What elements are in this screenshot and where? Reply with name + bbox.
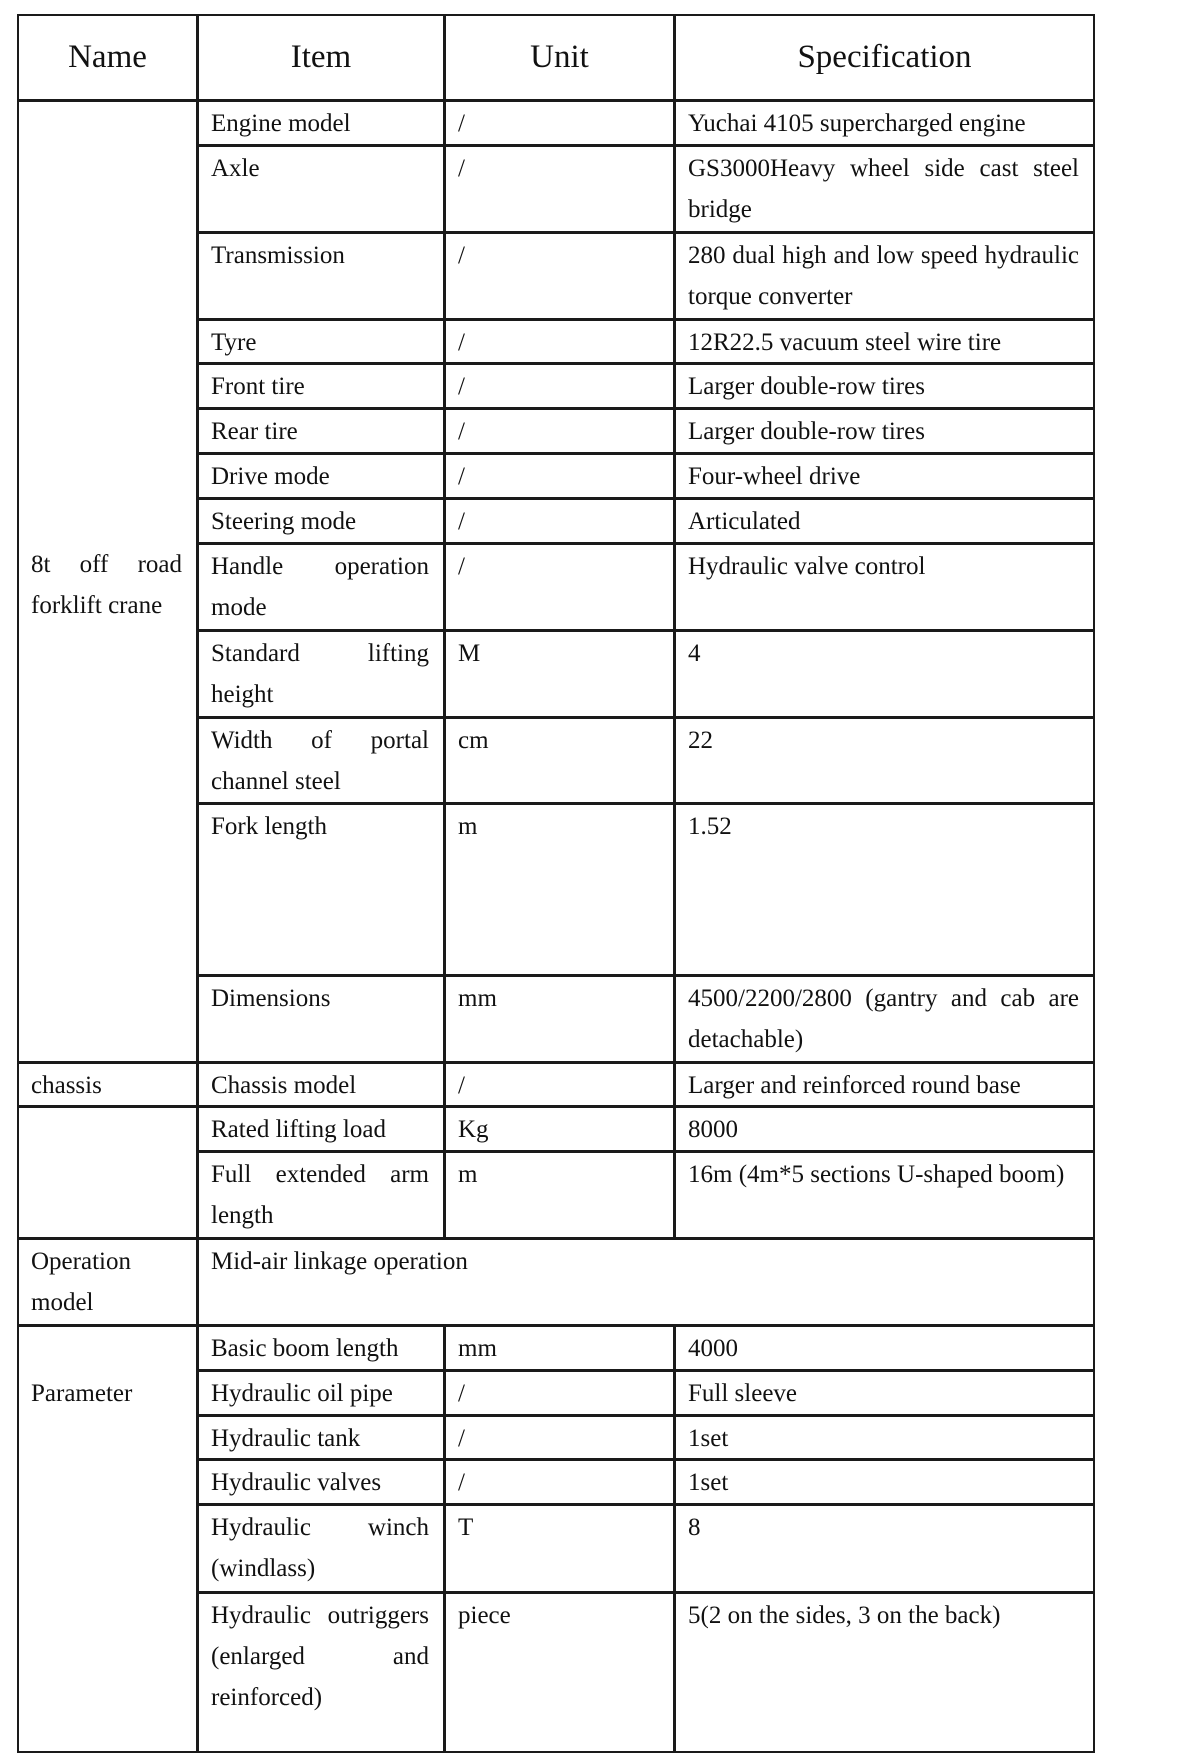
table-row-spec (674, 975, 1095, 1063)
header-item-label: Item (290, 39, 352, 75)
table-row-spec (674, 543, 1095, 631)
table-row-spec (674, 1504, 1095, 1593)
spec-text: 1set (688, 1425, 729, 1452)
table-row-spec (674, 1106, 1095, 1152)
table-row-unit (444, 543, 675, 631)
table-row-item (197, 803, 445, 976)
group-name-forklift-crane (17, 100, 198, 1063)
table-row-spec (674, 363, 1095, 409)
table-row-item (197, 543, 445, 631)
table-row-spec (674, 717, 1095, 804)
table-row-item (197, 1106, 445, 1152)
table-row-unit (444, 1151, 675, 1239)
table-row-unit (444, 1370, 675, 1416)
table-row-item (197, 453, 445, 499)
table-row-item (197, 498, 445, 544)
unit-text: / (458, 418, 465, 445)
spec-text: 1.52 (688, 813, 732, 840)
table-row-unit (444, 363, 675, 409)
table-row-unit (444, 630, 675, 718)
item-text: Axle (211, 155, 260, 182)
spec-text: 280 dual high and low speed hydraulic torque converter (688, 242, 1079, 310)
table-row-item (197, 100, 445, 146)
merged-value-text: Mid-air linkage operation (211, 1248, 468, 1275)
table-row-unit (444, 453, 675, 499)
unit-text: / (458, 155, 465, 182)
spec-text: 8 (688, 1514, 701, 1541)
item-text: Hydraulic valves (211, 1469, 382, 1496)
table-row-unit (444, 1106, 675, 1152)
table-row-item (197, 319, 445, 364)
spec-text: Larger double-row tires (688, 418, 925, 445)
spec-text: 8000 (688, 1116, 738, 1143)
table-row-unit (444, 145, 675, 233)
item-text: Front tire (211, 373, 305, 400)
unit-text: / (458, 329, 465, 356)
item-text: Hydraulic outriggers (enlarged and reinforced) (211, 1602, 429, 1711)
spec-text: 4000 (688, 1335, 738, 1362)
header-unit (444, 14, 675, 101)
group-name-empty (17, 1106, 198, 1239)
unit-text: / (458, 110, 465, 137)
item-text: Tyre (211, 329, 257, 356)
unit-text: / (458, 1425, 465, 1452)
spec-text: 16m (4m*5 sections U-shaped boom) (688, 1161, 1065, 1188)
unit-text: / (458, 463, 465, 490)
table-row-item (197, 408, 445, 454)
table-row-item (197, 1415, 445, 1460)
table-row-spec (674, 1459, 1095, 1505)
unit-text: M (458, 640, 481, 667)
unit-text: / (458, 242, 465, 269)
table-row-item (197, 1504, 445, 1593)
item-text: Fork length (211, 813, 327, 840)
spec-text: Four-wheel drive (688, 463, 861, 490)
spec-text: 5(2 on the sides, 3 on the back) (688, 1602, 1001, 1629)
header-name (17, 14, 198, 101)
item-text: Handle operation mode (211, 553, 429, 621)
table-row-item (197, 1459, 445, 1505)
group-name: chassis (31, 1072, 102, 1099)
table-row-unit (444, 1062, 675, 1107)
spec-text: 4 (688, 640, 701, 667)
item-text: Steering mode (211, 508, 357, 535)
table-row-unit (444, 1459, 675, 1505)
table-row-spec (674, 498, 1095, 544)
table-row-spec (674, 1370, 1095, 1416)
spec-text: Yuchai 4105 supercharged engine (688, 110, 1026, 137)
operation-model-value (197, 1238, 1095, 1326)
spec-text: 1set (688, 1469, 729, 1496)
table-row-item (197, 232, 445, 320)
table-row-item (197, 975, 445, 1063)
item-text: Rated lifting load (211, 1116, 386, 1143)
table-row-unit (444, 498, 675, 544)
unit-text: / (458, 1380, 465, 1407)
table-row-spec (674, 803, 1095, 976)
spec-text: 22 (688, 727, 713, 754)
spec-text: 4500/2200/2800 (gantry and cab are detachable) (688, 985, 1079, 1053)
header-unit-label: Unit (530, 39, 589, 75)
table-row-spec (674, 232, 1095, 320)
unit-text: T (458, 1514, 474, 1541)
group-name: Parameter (31, 1380, 133, 1407)
header-name-label: Name (68, 39, 147, 75)
table-row-item (197, 145, 445, 233)
table-row-spec (674, 145, 1095, 233)
item-text: Rear tire (211, 418, 298, 445)
header-specification (674, 14, 1095, 101)
group-name-chassis (17, 1062, 198, 1107)
item-text: Chassis model (211, 1072, 357, 1099)
table-row-item (197, 717, 445, 804)
unit-text: Kg (458, 1116, 489, 1143)
table-row-item (197, 1062, 445, 1107)
table-row-unit (444, 717, 675, 804)
item-text: Standard lifting height (211, 640, 429, 708)
header-spec-label: Specification (797, 39, 972, 75)
unit-text: m (458, 1161, 478, 1188)
table-row-spec (674, 408, 1095, 454)
item-text: Drive mode (211, 463, 330, 490)
item-text: Hydraulic oil pipe (211, 1380, 393, 1407)
unit-text: piece (458, 1602, 511, 1629)
unit-text: mm (458, 1335, 497, 1362)
table-row-unit (444, 232, 675, 320)
table-row-unit (444, 319, 675, 364)
table-row-item (197, 1370, 445, 1416)
group-name-operation-model (17, 1238, 198, 1326)
table-row-spec (674, 630, 1095, 718)
item-text: Engine model (211, 110, 351, 137)
table-row-item (197, 363, 445, 409)
table-row-item (197, 630, 445, 718)
table-row-unit (444, 1504, 675, 1593)
table-row-spec (674, 1325, 1095, 1371)
spec-text: Full sleeve (688, 1380, 798, 1407)
spec-text: Articulated (688, 508, 801, 535)
unit-text: mm (458, 985, 497, 1012)
table-row-spec (674, 453, 1095, 499)
unit-text: / (458, 553, 465, 580)
table-row-spec (674, 1592, 1095, 1753)
item-text: Dimensions (211, 985, 331, 1012)
table-row-item (197, 1592, 445, 1753)
spec-text: Hydraulic valve control (688, 553, 926, 580)
group-name: Operation model (31, 1248, 131, 1316)
table-row-unit (444, 100, 675, 146)
unit-text: / (458, 508, 465, 535)
item-text: Hydraulic winch (windlass) (211, 1514, 429, 1582)
table-row-unit (444, 1325, 675, 1371)
table-row-item (197, 1151, 445, 1239)
unit-text: m (458, 813, 478, 840)
table-row-item (197, 1325, 445, 1371)
unit-text: cm (458, 727, 489, 754)
unit-text: / (458, 1469, 465, 1496)
group-name: 8t off road forklift crane (31, 550, 182, 619)
table-row-unit (444, 1415, 675, 1460)
item-text: Hydraulic tank (211, 1425, 361, 1452)
item-text: Basic boom length (211, 1335, 399, 1362)
table-row-spec (674, 1062, 1095, 1107)
table-row-unit (444, 1592, 675, 1753)
table-row-spec (674, 319, 1095, 364)
header-item (197, 14, 445, 101)
item-text: Full extended arm length (211, 1161, 429, 1229)
table-row-spec (674, 1151, 1095, 1239)
unit-text: / (458, 373, 465, 400)
spec-text: Larger and reinforced round base (688, 1072, 1021, 1099)
table-row-unit (444, 408, 675, 454)
spec-text: Larger double-row tires (688, 373, 925, 400)
table-row-unit (444, 803, 675, 976)
spec-text: GS3000Heavy wheel side cast steel bridge (688, 155, 1079, 223)
table-row-spec (674, 100, 1095, 146)
group-name-parameter (17, 1325, 198, 1753)
table-row-unit (444, 975, 675, 1063)
table-row-spec (674, 1415, 1095, 1460)
item-text: Width of portal channel steel (211, 727, 429, 795)
unit-text: / (458, 1072, 465, 1099)
spec-text: 12R22.5 vacuum steel wire tire (688, 329, 1002, 356)
item-text: Transmission (211, 242, 345, 269)
